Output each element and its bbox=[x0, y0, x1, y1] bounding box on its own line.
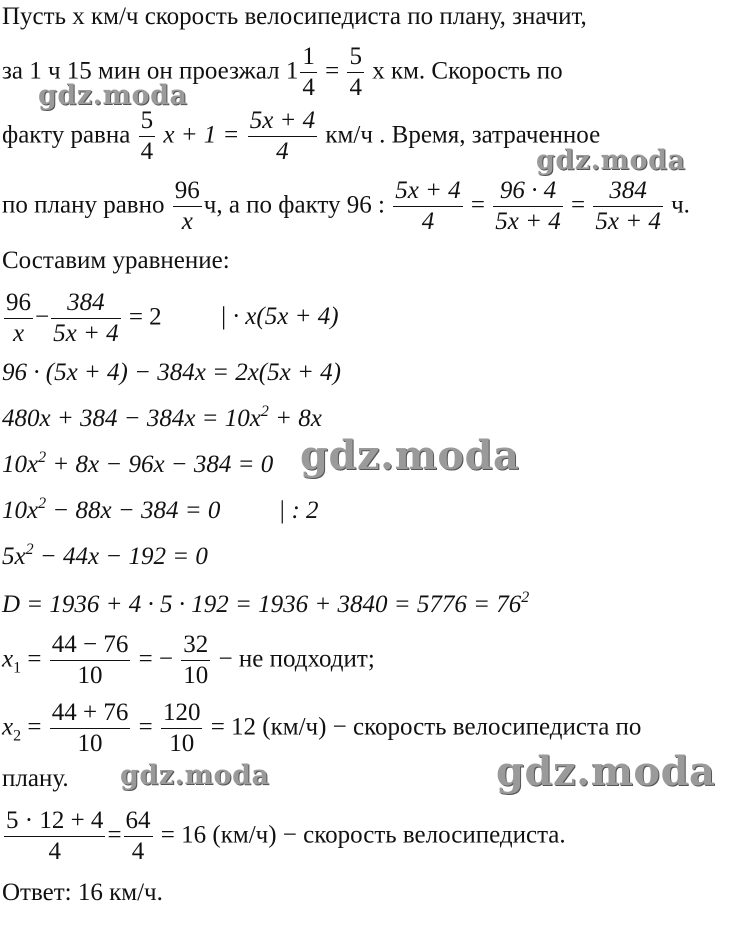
text-line-15: плану. bbox=[2, 765, 69, 792]
equation-line-14: $x_2$ = $\frac{44 + 76}{10}$ = $\frac{120}{10}$ = 12 (км/ч) − скорость велосипедиста по bbox=[2, 699, 642, 758]
fraction: $\frac{5}{4}$ bbox=[349, 43, 362, 102]
watermark: gdz.moda bbox=[536, 145, 686, 176]
equation-line-11: $5x^2 - 44x - 192 = 0$ bbox=[2, 541, 208, 570]
fraction: $\frac{1}{4}$ bbox=[302, 43, 315, 102]
equation-line-7: 96 · (5x + 4) − 384x = 2x(5x + 4) bbox=[2, 359, 341, 386]
fraction: $\frac{96}{x}$ bbox=[174, 177, 200, 236]
equation-line-12: $D = 1936 + 4 \cdot 5 \cdot 192 = 1936 + 3840 = 5776 = 76^2$ bbox=[2, 589, 530, 618]
text-line-3: факту равна $\frac{5}{4}$ x + 1 = $\frac{5x + 4}{4}$ км/ч . Время, затраченное bbox=[2, 107, 601, 166]
text-line-5: Составим уравнение: bbox=[2, 247, 230, 274]
fraction: $\frac{32}{10}$ bbox=[183, 631, 209, 690]
text-line-4: по плану равно $\frac{96}{x}$ ч, а по факту 96 : $\frac{5x + 4}{4}$ = $\frac{96 \cdot 4}{5x + 4}$ = $\frac{384}{5x + 4}$ ч. bbox=[2, 177, 690, 236]
fraction: $\frac{96 \cdot 4}{5x + 4}$ bbox=[495, 177, 561, 236]
fraction: $\frac{120}{10}$ bbox=[162, 699, 201, 758]
fraction: $\frac{384}{5x + 4}$ bbox=[595, 177, 661, 236]
equation-line-6: $\frac{96}{x}$ − $\frac{384}{5x + 4}$ = 2 | · x(5x + 4) bbox=[6, 289, 339, 348]
fraction: $\frac{64}{4}$ bbox=[125, 807, 151, 866]
equation-line-10: $10x^2 - 88x - 384 = 0$ | : 2 bbox=[2, 495, 319, 524]
text-line-1: Пусть x км/ч скорость велосипедиста по плану, значит, bbox=[2, 3, 587, 30]
equation-line-8: $480x + 384 - 384x = 10x^2 + 8x$ bbox=[2, 403, 322, 432]
text-line-2: за 1 ч 15 мин он проезжал 1 $\frac{1}{4}$ = $\frac{5}{4}$ x км. Скорость по bbox=[2, 43, 563, 102]
fraction: $\frac{44 + 76}{10}$ bbox=[51, 699, 129, 758]
watermark: gdz.moda bbox=[120, 760, 270, 791]
fraction: $\frac{96}{x}$ bbox=[6, 289, 31, 348]
fraction: $\frac{5 \cdot 12 + 4}{4}$ bbox=[6, 807, 104, 866]
fraction: $\frac{5}{4}$ bbox=[140, 107, 154, 166]
equation-line-9: $10x^2 + 8x - 96x - 384 = 0$ bbox=[2, 449, 274, 478]
watermark: gdz.moda bbox=[300, 432, 520, 479]
equation-line-16: $\frac{5 \cdot 12 + 4}{4}$ = $\frac{64}{4}$ = 16 (км/ч) − скорость велосипедиста. bbox=[6, 807, 566, 866]
fraction: $\frac{5x + 4}{4}$ bbox=[249, 107, 316, 166]
watermark: gdz.moda bbox=[496, 748, 716, 795]
equation-line-13: $x_1$ = $\frac{44 - 76}{10}$ = − $\frac{32}{10}$ − не подходит; bbox=[2, 631, 375, 690]
fraction: $\frac{384}{5x + 4}$ bbox=[53, 289, 119, 348]
watermark: gdz.moda bbox=[38, 80, 188, 111]
answer-line: Ответ: 16 км/ч. bbox=[2, 879, 163, 906]
fraction: $\frac{44 - 76}{10}$ bbox=[51, 631, 129, 690]
fraction: $\frac{5x + 4}{4}$ bbox=[395, 177, 461, 236]
